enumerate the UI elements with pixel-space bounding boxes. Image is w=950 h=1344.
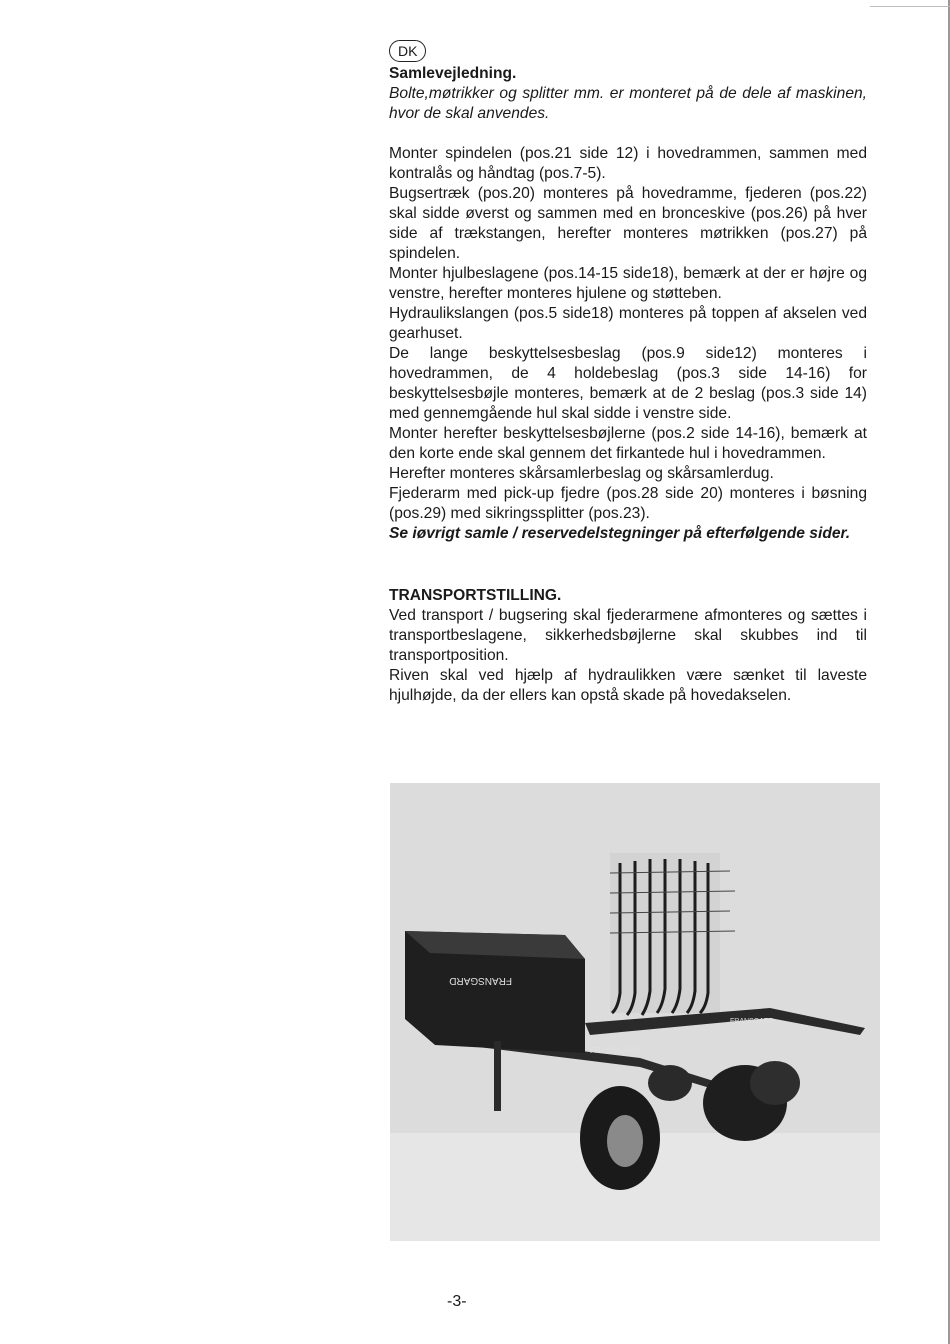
frame-decal: FRANSGARD [730, 1018, 774, 1025]
assembly-step: Fjederarm med pick-up fjedre (pos.28 side 20) monteres i bøsning (pos.29) med sikringssplitter (pos.23). [389, 485, 867, 522]
rake-photo [390, 783, 880, 1241]
axle-decal: FRANSGARD [590, 1046, 641, 1055]
page-number: -3- [447, 1293, 467, 1310]
transport-paragraph: Ved transport / bugsering skal fjederarmene afmonteres og sættes i transportbeslagene, sikkerhedsbøjlerne skal skubbes ind til transportposition. [389, 607, 867, 664]
assembly-step: Monter herefter beskyttelsesbøjlerne (pos.2 side 14-16), bemærk at den korte ende skal gennem det firkantede hul i hovedrammen. [389, 425, 867, 462]
assembly-step: Monter spindelen (pos.21 side 12) i hovedrammen, sammen med kontralås og håndtag (pos.7-5). [389, 145, 867, 182]
assembly-step: Monter hjulbeslagene (pos.14-15 side18), bemærk at der er højre og venstre, herefter monteres hjulene og støtteben. [389, 265, 867, 302]
assembly-step: Bugsertræk (pos.20) monteres på hovedramme, fjederen (pos.22) skal sidde øverst og sammen med en bronceskive (pos.26) på hver side af trækstangen, herefter monteres møtrikken (pos.27) på spindelen. [389, 185, 867, 262]
assembly-step: Herefter monteres skårsamlerbeslag og skårsamlerdug. [389, 465, 774, 482]
assembly-intro: Bolte,møtrikker og splitter mm. er monteret på de dele af maskinen, hvor de skal anvendes. [389, 85, 867, 122]
transport-heading: TRANSPORTSTILLING. [389, 587, 562, 604]
housing-decal: FRANSGARD [449, 975, 512, 986]
assembly-step: Hydraulikslangen (pos.5 side18) monteres på toppen af akselen ved gearhuset. [389, 305, 867, 342]
transport-paragraph: Riven skal ved hjælp af hydraulikken være sænket til laveste hjulhøjde, da der ellers kan opstå skade på hovedakselen. [389, 667, 867, 704]
language-badge: DK [389, 40, 426, 62]
assembly-heading: Samlevejledning. [389, 65, 517, 82]
text-column [389, 40, 867, 706]
scan-rule [870, 6, 950, 7]
assembly-note: Se iøvrigt samle / reservedelstegninger på efterfølgende sider. [389, 525, 851, 542]
section-spacer [389, 544, 867, 586]
assembly-step: De lange beskyttelsesbeslag (pos.9 side12) monteres i hovedrammen, de 4 holdebeslag (pos.3 side 14-16) for beskyttelsesbøjle monteres, bemærk at de 2 beslag (pos.3 side 14) med gennemgående hul skal sidde i venstre side. [389, 345, 867, 422]
